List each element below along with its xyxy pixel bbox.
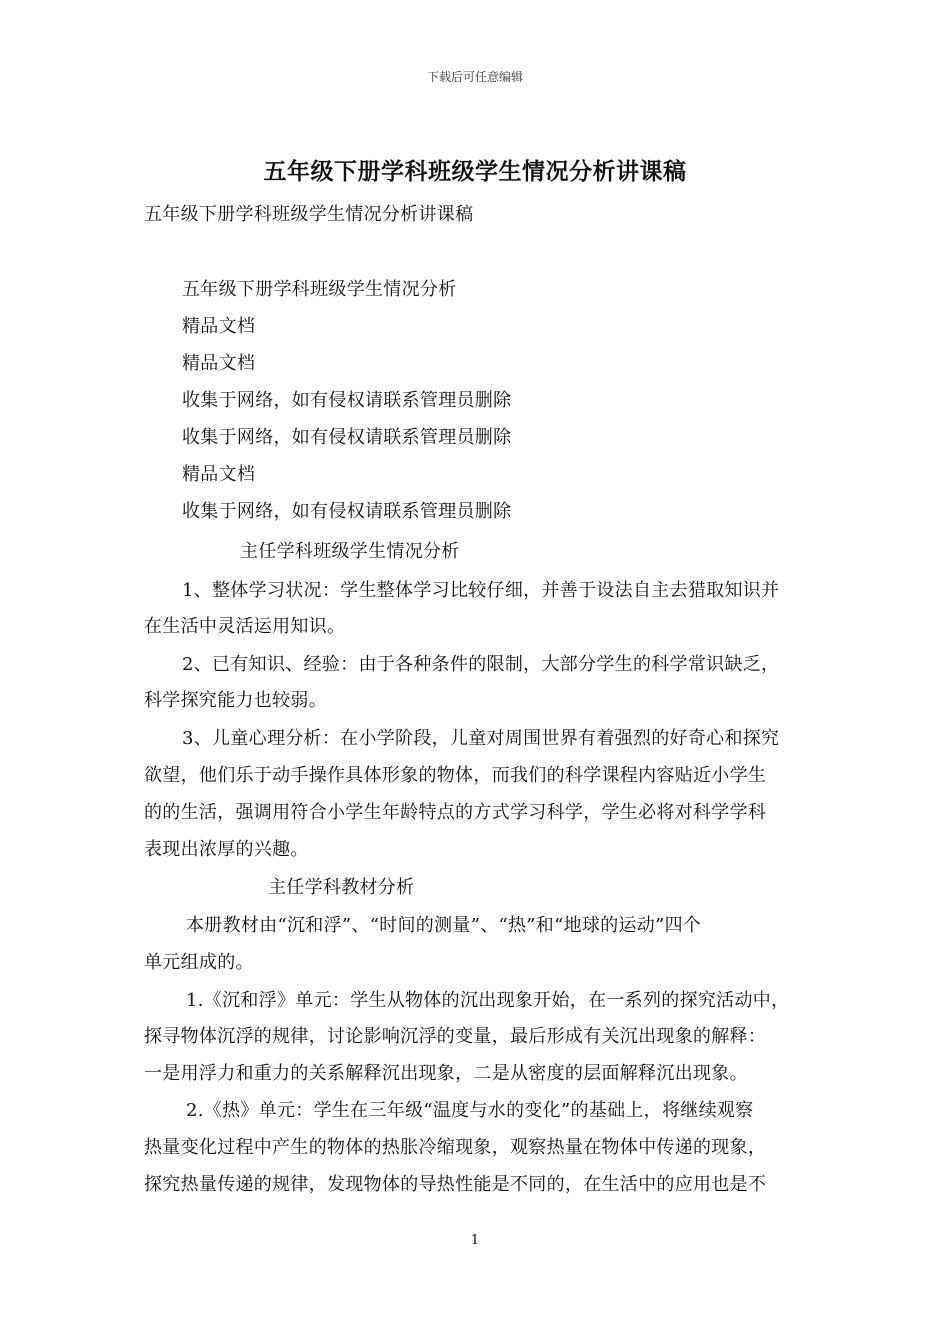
intro-line: 收集于网络，如有侵权请联系管理员删除 [182,501,512,522]
intro-line: 收集于网络，如有侵权请联系管理员删除 [182,390,512,411]
intro-line: 五年级下册学科班级学生情况分析 [182,279,457,300]
paragraph-line: 欲望，他们乐于动手操作具体形象的物体，而我们的科学课程内容贴近小学生 [144,765,767,786]
paragraph-line: 3、儿童心理分析：在小学阶段，儿童对周围世界有着强烈的好奇心和探究 [182,728,780,749]
paragraph-line: 本册教材由“沉和浮”、“时间的测量”、“热”和“地球的运动”四个 [186,915,702,936]
intro-line: 精品文档 [182,316,256,337]
paragraph-line: 的的生活，强调用符合小学生年龄特点的方式学习科学，学生必将对科学学科 [144,802,767,823]
paragraph-line: 表现出浓厚的兴趣。 [144,839,309,860]
paragraph-line: 单元组成的。 [144,952,254,973]
paragraph-line: 1.《沉和浮》单元：学生从物体的沉出现象开始，在一系列的探究活动中， [186,990,790,1011]
intro-line: 精品文档 [182,353,256,374]
paragraph-line: 探寻物体沉浮的规律，讨论影响沉浮的变量，最后形成有关沉出现象的解释： [144,1026,767,1047]
section-heading-students: 主任学科班级学生情况分析 [240,541,460,562]
paragraph-line: 2、已有知识、经验：由于各种条件的限制，大部分学生的科学常识缺乏， [182,654,780,675]
paragraph-line: 探究热量传递的规律，发现物体的导热性能是不同的，在生活中的应用也是不 [144,1174,767,1195]
paragraph-line: 一是用浮力和重力的关系解释沉出现象，二是从密度的层面解释沉出现象。 [144,1063,748,1084]
paragraph-line: 热量变化过程中产生的物体的热胀冷缩现象，观察热量在物体中传递的现象， [144,1137,767,1158]
paragraph-line: 科学探究能力也较弱。 [144,690,327,711]
paragraph-line: 在生活中灵活运用知识。 [144,616,346,637]
document-title: 五年级下册学科班级学生情况分析讲课稿 [263,158,687,185]
paragraph-line: 1、整体学习状况：学生整体学习比较仔细，并善于设法自主去猎取知识并 [182,580,780,601]
section-heading-textbook: 主任学科教材分析 [268,877,415,898]
paragraph-line: 2.《热》单元：学生在三年级“温度与水的变化”的基础上，将继续观察 [186,1100,754,1121]
page-header: 下载后可任意编辑 [426,70,523,84]
intro-line: 精品文档 [182,464,256,485]
document-subtitle: 五年级下册学科班级学生情况分析讲课稿 [144,204,474,225]
intro-line: 收集于网络，如有侵权请联系管理员删除 [182,427,512,448]
page-number: 1 [470,1233,480,1248]
